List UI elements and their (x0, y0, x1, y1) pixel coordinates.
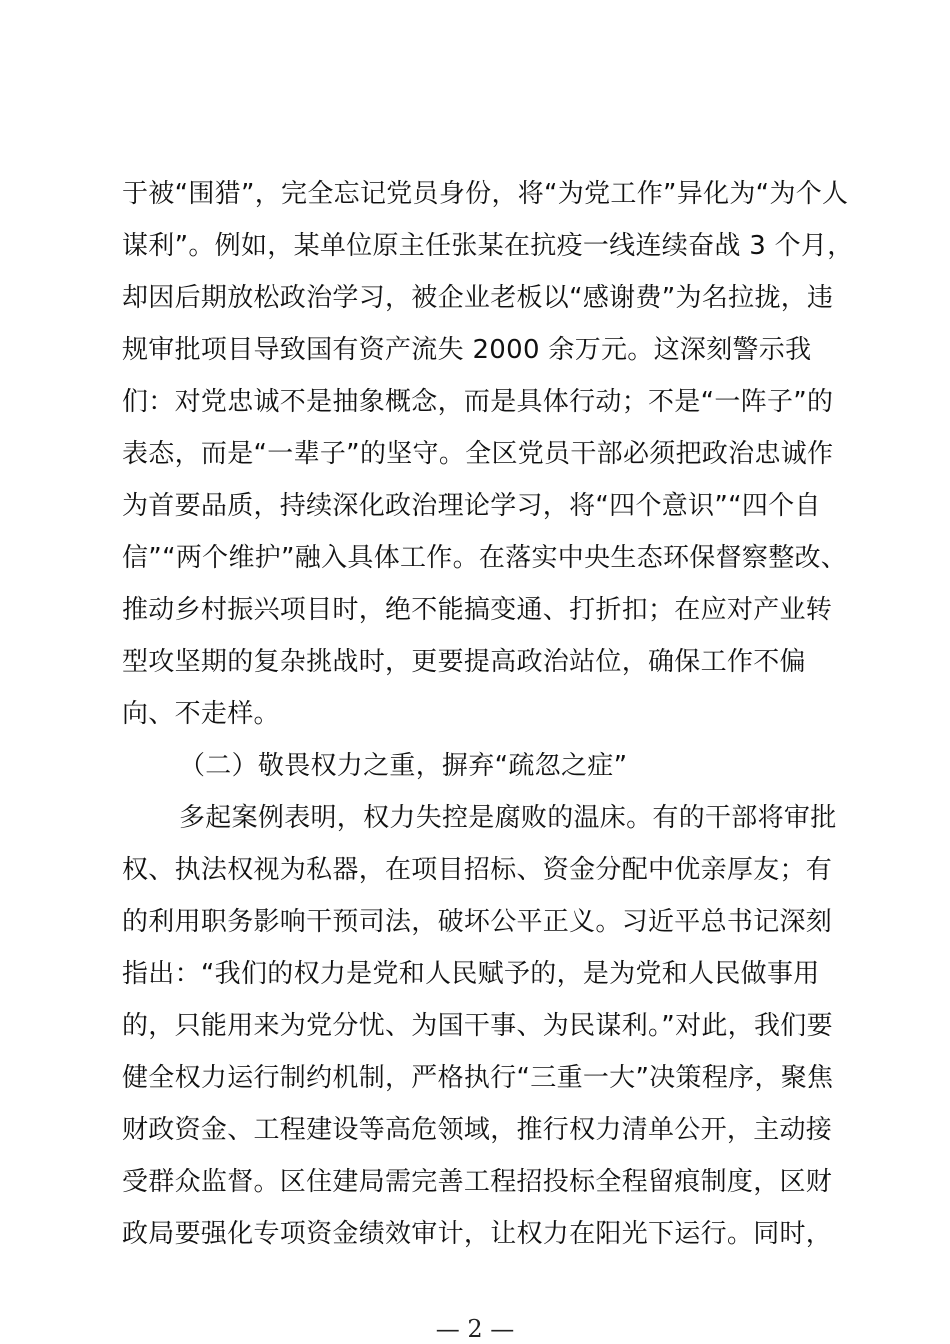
text-line: 的利用职务影响干预司法，破坏公平正义。习近平总书记深刻 (122, 907, 833, 937)
text-line: 为首要品质，持续深化政治理论学习，将“四个意识”“四个自 (122, 491, 821, 521)
text-line: 向、不走样。 (122, 699, 280, 729)
text-line: 政局要强化专项资金绩效审计，让权力在阳光下运行。同时， (122, 1219, 833, 1249)
text-line: 型攻坚期的复杂挑战时，更要提高政治站位，确保工作不偏 (122, 647, 806, 677)
text-line: 谋利”。例如，某单位原主任张某在抗疫一线连续奋战 3 个月， (122, 231, 854, 261)
page-number: — 2 — (435, 1315, 515, 1343)
text-line: 于被“围猎”，完全忘记党员身份，将“为党工作”异化为“为个人 (122, 179, 849, 209)
section-heading: （二）敬畏权力之重，摒弃“疏忽之症” (179, 751, 628, 781)
text-line: 们：对党忠诚不是抽象概念，而是具体行动；不是“一阵子”的 (122, 387, 834, 417)
text-line: 指出：“我们的权力是党和人民赋予的，是为党和人民做事用 (122, 959, 820, 989)
text-line: 财政资金、工程建设等高危领域，推行权力清单公开，主动接 (122, 1115, 833, 1145)
text-line: 信”“两个维护”融入具体工作。在落实中央生态环保督察整改、 (122, 543, 848, 573)
text-line: 权、执法权视为私器，在项目招标、资金分配中优亲厚友；有 (122, 855, 833, 885)
text-line: 健全权力运行制约机制，严格执行“三重一大”决策程序，聚焦 (122, 1063, 834, 1093)
paragraph-first-line: 多起案例表明，权力失控是腐败的温床。有的干部将审批 (179, 803, 837, 833)
text-line: 却因后期放松政治学习，被企业老板以“感谢费”为名拉拢，违 (122, 283, 834, 313)
text-line: 规审批项目导致国有资产流失 2000 余万元。这深刻警示我 (122, 335, 812, 365)
text-line: 受群众监督。区住建局需完善工程招投标全程留痕制度，区财 (122, 1167, 833, 1197)
body-text (122, 168, 854, 1260)
text-line: 表态，而是“一辈子”的坚守。全区党员干部必须把政治忠诚作 (122, 439, 834, 469)
text-line: 的，只能用来为党分忧、为国干事、为民谋利。”对此，我们要 (122, 1011, 833, 1041)
text-line: 推动乡村振兴项目时，绝不能搞变通、打折扣；在应对产业转 (122, 595, 833, 625)
